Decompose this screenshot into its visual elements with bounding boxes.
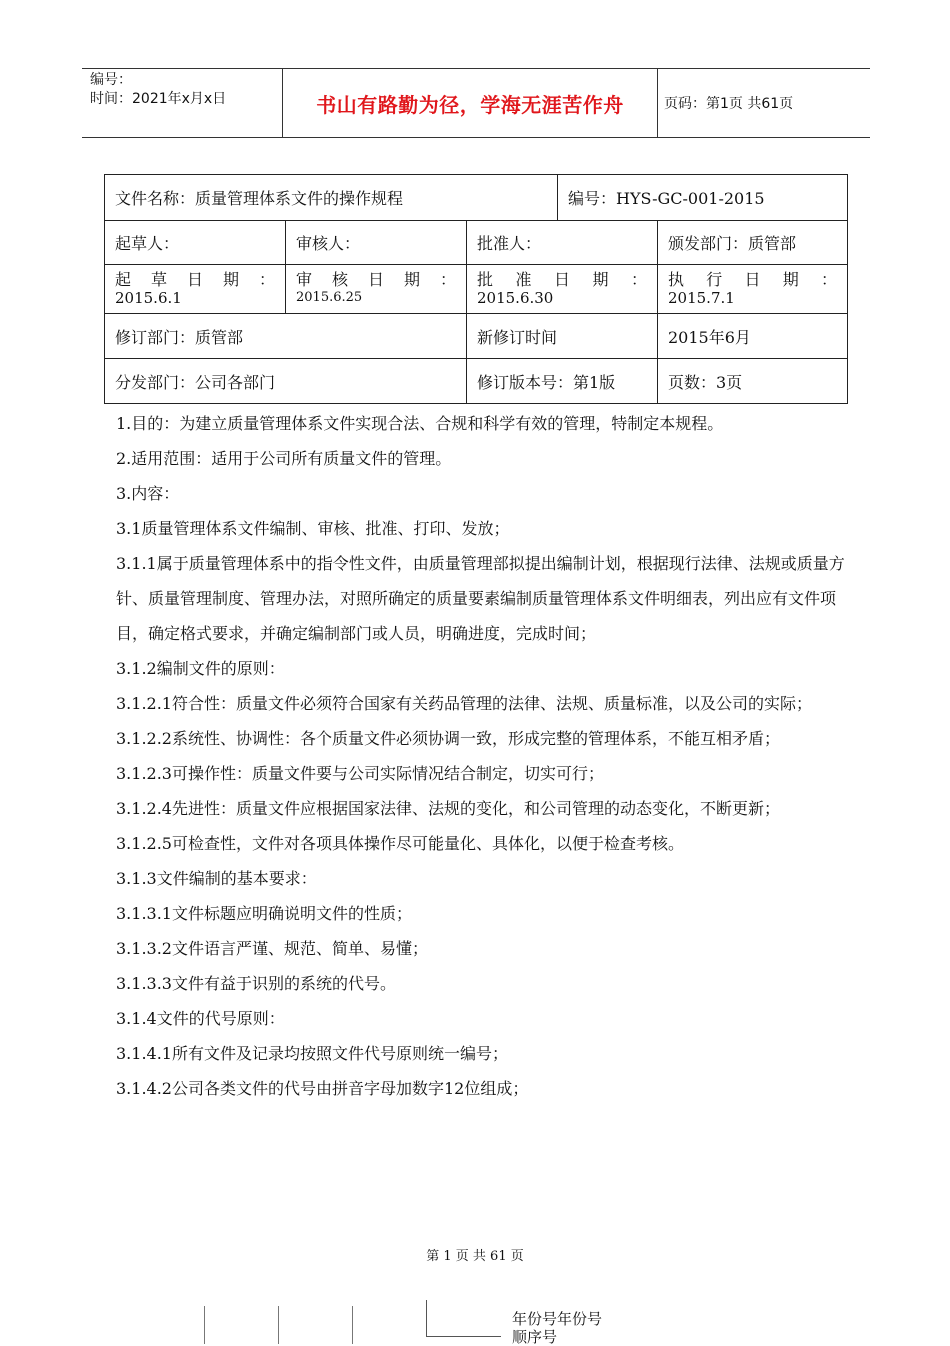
reviewer-cell: 审核人： <box>286 221 467 265</box>
paragraph: 3.1质量管理体系文件编制、审核、批准、打印、发放； <box>116 519 510 538</box>
footer-frame <box>426 1300 501 1337</box>
revision-dept-cell: 修订部门：质管部 <box>105 314 467 359</box>
paragraph: 3.1.3.3文件有益于识别的系统的代号。 <box>116 974 396 993</box>
new-revision-time-label-cell: 新修订时间 <box>467 314 658 359</box>
exec-date-value: 2015.7.1 <box>668 289 735 307</box>
page-count-cell: 页数：3页 <box>658 359 848 404</box>
paragraph: 3.1.3.2文件语言严谨、规范、简单、易懂； <box>116 939 428 958</box>
draft-date-cell <box>105 265 286 314</box>
drafter-cell: 起草人： <box>105 221 286 265</box>
document-info-table <box>104 174 848 404</box>
distribution-dept-cell: 分发部门：公司各部门 <box>105 359 467 404</box>
revision-version-cell: 修订版本号：第1版 <box>467 359 658 404</box>
paragraph: 3.1.3文件编制的基本要求： <box>116 869 317 888</box>
file-name-cell: 文件名称：质量管理体系文件的操作规程 <box>105 175 558 221</box>
code-cell: 编号：HYS-GC-001-2015 <box>558 175 848 221</box>
page-header <box>82 68 870 138</box>
issuing-dept-cell: 颁发部门：质管部 <box>658 221 848 265</box>
footer-divider <box>278 1306 279 1344</box>
header-page-info: 页码：第1页 共61页 <box>664 96 794 112</box>
header-slogan: 书山有路勤为径，学海无涯苦作舟 <box>282 69 658 137</box>
paragraph: 3.1.2.2系统性、协调性：各个质量文件必须协调一致，形成完整的管理体系，不能互相矛盾； <box>116 729 780 748</box>
paragraph: 2.适用范围：适用于公司所有质量文件的管理。 <box>116 449 452 468</box>
paragraph: 3.1.2编制文件的原则： <box>116 659 285 678</box>
paragraph: 3.1.3.1文件标题应明确说明文件的性质； <box>116 904 412 923</box>
footer-divider <box>352 1306 353 1344</box>
header-number: 编号： <box>90 72 132 88</box>
paragraph: 3.1.2.4先进性：质量文件应根据国家法律、法规的变化，和公司管理的动态变化，不断更新； <box>116 799 780 818</box>
footer-stub-text: 年份号年份号 顺序号 <box>512 1310 603 1346</box>
draft-date-value: 2015.6.1 <box>115 289 182 307</box>
paragraph: 3.内容： <box>116 484 180 503</box>
paragraph: 3.1.2.3可操作性：质量文件要与公司实际情况结合制定，切实可行； <box>116 764 604 783</box>
paragraph: 3.1.4.2公司各类文件的代号由拼音字母加数字12位组成； <box>116 1079 529 1098</box>
paragraph: 3.1.4.1所有文件及记录均按照文件代号原则统一编号； <box>116 1044 508 1063</box>
approver-cell: 批准人： <box>467 221 658 265</box>
approve-date-cell <box>467 265 658 314</box>
header-time: 时间：2021年x月x日 <box>90 91 227 107</box>
paragraph: 1.目的：为建立质量管理体系文件实现合法、合规和科学有效的管理，特制定本规程。 <box>116 414 724 433</box>
new-revision-time-cell: 2015年6月 <box>658 314 848 359</box>
footer-divider <box>204 1306 205 1344</box>
review-date-value: 2015.6.25 <box>296 290 363 305</box>
page-number: 第 1 页 共 61 页 <box>426 1249 524 1264</box>
approve-date-value: 2015.6.30 <box>477 289 554 307</box>
paragraph: 3.1.4文件的代号原则： <box>116 1009 285 1028</box>
paragraph: 3.1.2.1符合性：质量文件必须符合国家有关药品管理的法律、法规、质量标准，以及公司的实际； <box>116 694 812 713</box>
review-date-cell <box>286 265 467 314</box>
paragraph: 3.1.1属于质量管理体系中的指令性文件，由质量管理部拟提出编制计划，根据现行法律、法规或质量方针、质量管理制度、管理办法，对照所确定的质量要素编制质量管理体系文件明细表，列出应有文件项目，确定格式要求，并确定编制部门或人员，明确进度，完成时间； <box>116 554 845 643</box>
draft-date-label: 起 草 日 期 ： <box>115 270 275 289</box>
paragraph: 3.1.2.5可检查性，文件对各项具体操作尽可能量化、具体化，以便于检查考核。 <box>116 834 684 853</box>
exec-date-label: 执 行 日 期 ： <box>668 270 837 289</box>
exec-date-cell <box>658 265 848 314</box>
document-body <box>116 406 846 1106</box>
approve-date-label: 批 准 日 期 ： <box>477 270 647 289</box>
review-date-label: 审 核 日 期 ： <box>296 270 456 289</box>
header-meta <box>82 69 290 139</box>
